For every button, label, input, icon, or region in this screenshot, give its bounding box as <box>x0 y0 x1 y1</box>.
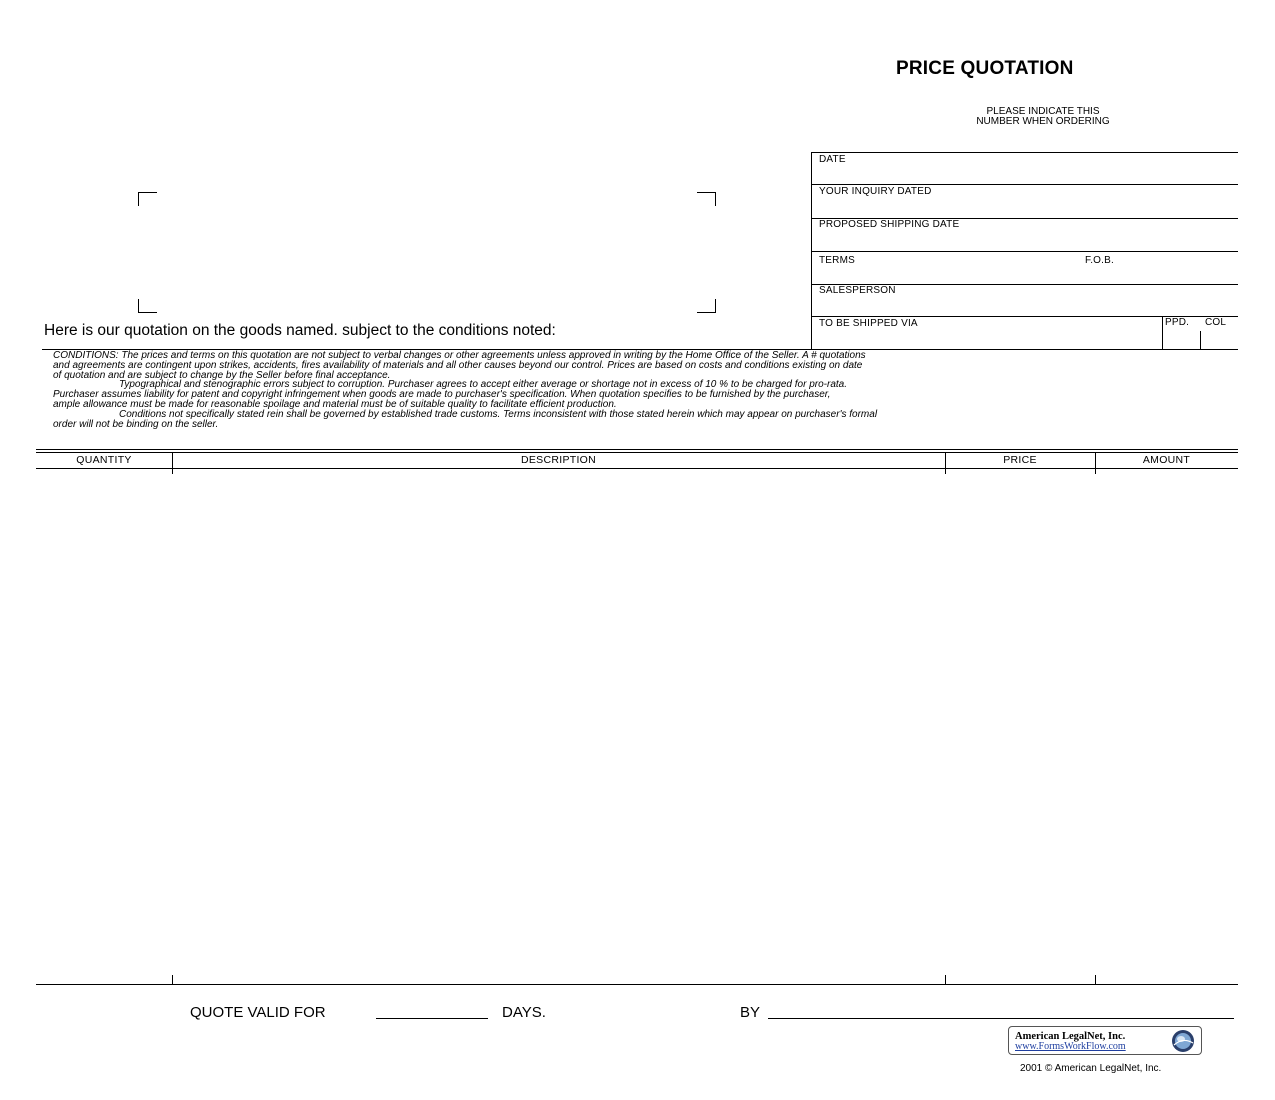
days-label: DAYS. <box>502 1004 546 1021</box>
conditions-line: CONDITIONS: The prices and terms on this quotation are not subject to verbal changes or other agreements unless approved in writing by the Home Office of the Seller. A # quotations <box>53 350 866 361</box>
conditions-line: ample allowance must be made for reasonable spoilage and material must be of suitable quality to facilitate efficient production. <box>53 398 617 410</box>
field-divider <box>811 251 1238 252</box>
by-label: BY <box>740 1004 761 1021</box>
valid-days-field[interactable] <box>376 1018 488 1019</box>
conditions-line: Purchaser assumes liability for patent and copyright infringement when goods are made to purchaser's specification. When quotation specifies to be furnished by the purchaser, <box>53 389 831 401</box>
intro-statement: Here is our quotation on the goods named. subject to the conditions noted: <box>44 322 556 339</box>
line-items-area[interactable] <box>36 474 1238 984</box>
conditions-line: Typographical and stenographic errors subject to corruption. Purchaser agrees to accept either average or shortage not in excess of 10 % to be charged for pro-rata. <box>119 379 847 391</box>
table-top-rule <box>36 449 1238 450</box>
table-header-rule <box>36 468 1238 469</box>
ship-via-field[interactable]: TO BE SHIPPED VIA <box>819 318 918 329</box>
ppd-checkbox-label[interactable]: PPD. <box>1165 317 1190 328</box>
column-header-amount: AMOUNT <box>1142 454 1191 466</box>
date-field[interactable]: DATE <box>819 154 846 165</box>
globe-icon <box>1166 1029 1200 1053</box>
col-divider <box>1200 331 1201 350</box>
inquiry-date-field[interactable]: YOUR INQUIRY DATED <box>819 186 932 197</box>
logo-company-name: American LegalNet, Inc. <box>1015 1031 1126 1042</box>
address-corner-top-left <box>138 192 157 206</box>
conditions-text <box>53 351 1083 429</box>
quote-valid-label: QUOTE VALID FOR <box>190 1004 326 1021</box>
terms-field[interactable]: TERMS <box>819 255 855 266</box>
ppd-divider <box>1162 316 1163 350</box>
fob-field[interactable]: F.O.B. <box>1085 255 1114 266</box>
shipping-date-field[interactable]: PROPOSED SHIPPING DATE <box>819 219 960 230</box>
indicate-number-note <box>940 107 1146 127</box>
col-checkbox-label[interactable]: COL <box>1205 317 1227 328</box>
address-corner-bottom-left <box>138 299 157 313</box>
indicate-line-1: PLEASE INDICATE THIS <box>986 106 1100 117</box>
conditions-line: of quotation and are subject to change by the Seller before final acceptance. <box>53 369 391 381</box>
table-bottom-rule <box>36 984 1238 985</box>
address-corner-bottom-right <box>697 299 716 313</box>
salesperson-field[interactable]: SALESPERSON <box>819 285 896 296</box>
conditions-line: Conditions not specifically stated rein shall be governed by established trade customs. Terms inconsistent with those stated herein which may appear on purchaser's formal <box>119 408 878 420</box>
conditions-line: order will not be binding on the seller. <box>53 418 219 430</box>
form-title: PRICE QUOTATION <box>896 58 1074 79</box>
column-header-description: DESCRIPTION <box>520 454 597 466</box>
address-corner-top-right <box>697 192 716 206</box>
field-divider <box>811 184 1238 185</box>
indicate-line-2: NUMBER WHEN ORDERING <box>976 116 1110 127</box>
column-header-quantity: QUANTITY <box>76 454 132 466</box>
logo-website-link[interactable]: www.FormsWorkFlow.com <box>1015 1041 1126 1052</box>
column-header-price: PRICE <box>1003 454 1037 466</box>
table-top-rule-double <box>36 452 1238 453</box>
conditions-line: and agreements are contingent upon strikes, accidents, fires availability of materials and all other causes beyond our control. Prices are based on costs and conditions existing on date <box>53 359 863 371</box>
signature-field[interactable] <box>768 1018 1234 1019</box>
copyright-notice: 2001 © American LegalNet, Inc. <box>1020 1063 1162 1074</box>
